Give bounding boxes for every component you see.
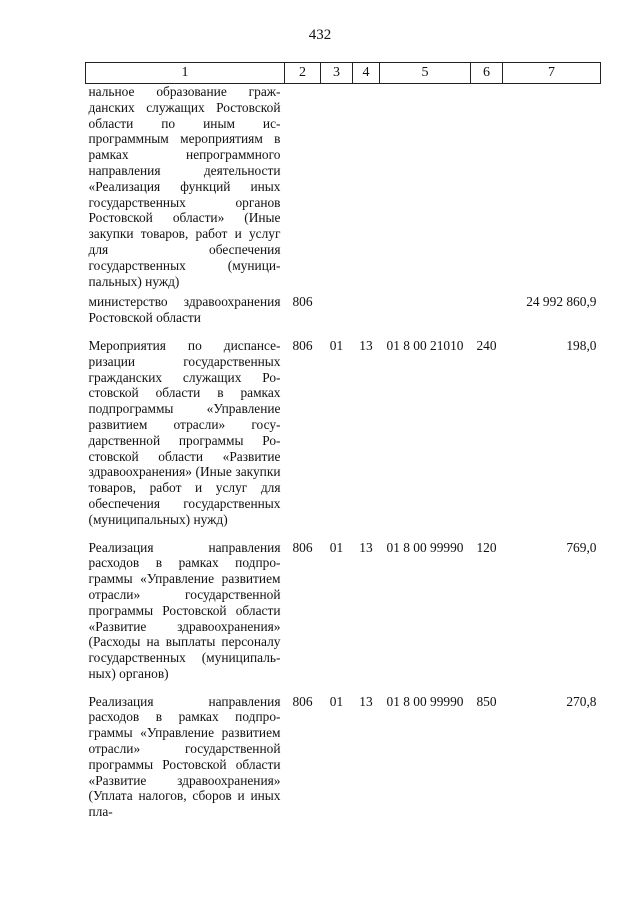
row-ministry-code [285,84,321,290]
row-ministry-code: 806 [292,693,313,709]
row-subsection [353,289,380,326]
row-section [321,289,353,326]
column-header-6: 6 [471,63,503,84]
row-target-article [380,84,471,290]
row-expense-type: 240 [476,337,497,353]
table-row [86,289,601,326]
table-header-row [86,63,601,84]
row-description: Мероприятия по диспансеризации государственных гражданских служащих Ростовской области в рамках подпрограммы «Управление развитием отрасли» государственной программы Ростовской области «Развитие здравоохранения» (Иные закупки товаров, работ и услуг для обеспечения государственных (муниципальных) нужд) [88,337,281,527]
row-ministry-code: 806 [292,337,313,353]
row-description: нальное образование гражданских служащих Ростовской области по иным испрограммным мероприятиям в рамках непрограммного направления деятельности «Реализация функций иных государственных органов Ростовской области» (Иные закупки товаров, работ и услуг для обеспечения государственных (муниципальных) нужд) [88,84,281,289]
row-amount: 24 992 860,9 [526,294,597,310]
column-header-2: 2 [285,63,321,84]
column-header-3: 3 [321,63,353,84]
row-section: 01 [329,693,344,709]
row-ministry-code: 806 [292,294,313,310]
table-row [86,84,601,290]
table-row [86,326,601,528]
row-expense-type [471,84,503,290]
column-header-4: 4 [353,63,380,84]
row-amount: 769,0 [566,539,597,555]
column-header-1: 1 [86,63,285,84]
row-expense-type [471,289,503,326]
row-section [321,84,353,290]
row-expense-type: 850 [476,693,497,709]
row-subsection: 13 [359,337,373,353]
row-target-article [380,289,471,326]
column-header-5: 5 [380,63,471,84]
row-target-article: 01 8 00 99990 [386,693,464,709]
row-subsection: 13 [359,693,373,709]
row-ministry-code: 806 [292,539,313,555]
page-number: 432 [308,27,332,43]
row-amount [503,84,601,290]
row-description: Реализация направления расходов в рамках подпрограммы «Управление развитием отрасли» государственной программы Ростовской области «Развитие здравоохранения» (Уплата налогов, сборов и иных пла- [88,693,281,820]
row-target-article: 01 8 00 99990 [386,539,464,555]
row-expense-type: 120 [476,539,497,555]
row-target-article: 01 8 00 21010 [386,337,464,353]
row-section: 01 [329,539,344,555]
table-row [86,528,601,682]
row-amount: 270,8 [566,693,597,709]
row-description: Реализация направления расходов в рамках подпрограммы «Управление развитием отрасли» государственной программы Ростовской области «Развитие здравоохранения» (Расходы на выплаты персоналу государственных (муниципальных) органов) [88,539,281,681]
column-header-7: 7 [503,63,601,84]
table-row [86,682,601,820]
row-description: министерство здравоохранения Ростовской области [88,294,281,326]
row-subsection: 13 [359,539,373,555]
row-section: 01 [329,337,344,353]
row-subsection [353,84,380,290]
row-amount: 198,0 [566,337,597,353]
budget-table [85,62,601,820]
